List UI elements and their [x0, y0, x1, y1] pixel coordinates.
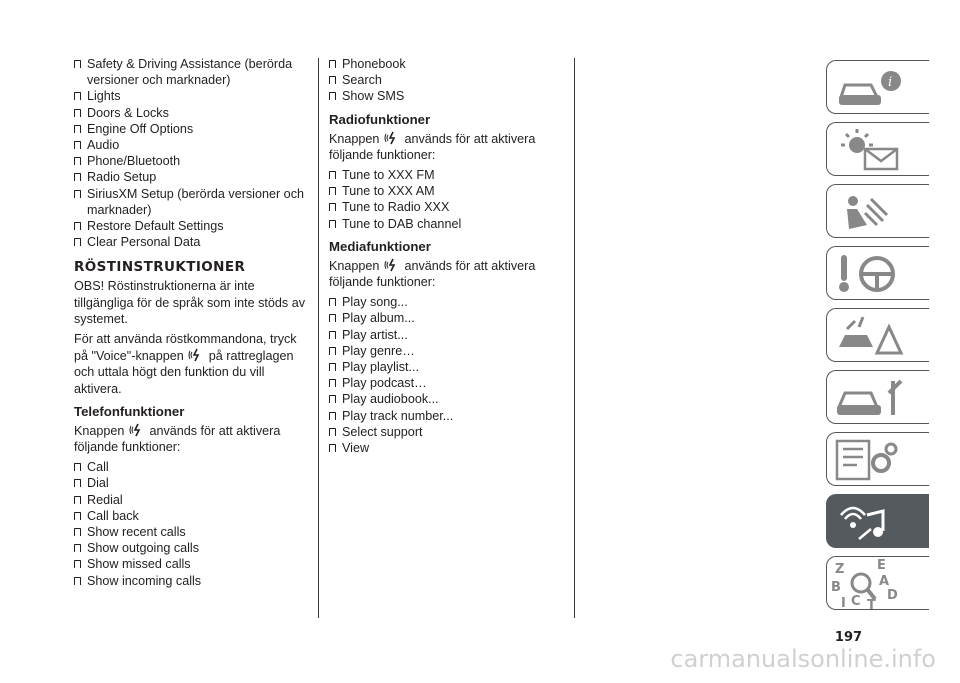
list-item: Doors & Locks [74, 105, 312, 121]
phone-functions-list-cont [329, 56, 567, 105]
radio-paragraph [329, 130, 567, 163]
tab-steering[interactable] [826, 246, 929, 300]
list-item: Show incoming calls [74, 573, 312, 589]
phone-text-pre: Knappen [74, 423, 125, 438]
voice-icon [188, 347, 204, 363]
list-item: Dial [74, 475, 312, 491]
obs-paragraph: OBS! Röstinstruktionerna är inte tillgängliga för de språk som inte stöds av systemet. [74, 279, 306, 326]
multimedia-icon [827, 495, 930, 549]
list-item: Tune to DAB channel [329, 216, 567, 232]
index-letter: T [867, 598, 876, 611]
list-item: Phone/Bluetooth [74, 153, 312, 169]
index-letter: D [887, 588, 898, 603]
list-item: Play audiobook... [329, 391, 567, 407]
list-item: Play artist... [329, 327, 567, 343]
car-info-icon [827, 61, 930, 115]
list-item: Engine Off Options [74, 121, 312, 137]
list-item: Play track number... [329, 408, 567, 424]
tab-index[interactable] [826, 556, 929, 610]
voice-heading: RÖSTINSTRUKTIONER [74, 259, 246, 276]
emergency-icon [827, 309, 930, 363]
index-icon [827, 557, 930, 611]
phone-paragraph [74, 422, 312, 455]
index-letter: I [841, 596, 846, 611]
list-item: Call [74, 459, 312, 475]
media-text-post: används för att aktivera följande funktioner: [329, 258, 536, 290]
index-letter: A [879, 574, 890, 589]
list-item: Play album... [329, 310, 567, 326]
voice-paragraph [74, 331, 312, 397]
voice-icon [129, 422, 145, 438]
list-item: Radio Setup [74, 169, 312, 185]
voice-text-pre: För att använda röstkommandona, tryck på "Voice"-knappen [74, 332, 297, 364]
list-item: Safety & Driving Assistance (berörda versioner och marknader) [74, 56, 312, 88]
list-item: Lights [74, 88, 312, 104]
watermark-text: carmanualsonline.info [670, 645, 936, 673]
list-item: Select support [329, 424, 567, 440]
technical-data-icon [827, 433, 930, 487]
list-item: Clear Personal Data [74, 234, 312, 250]
radio-text-pre: Knappen [329, 131, 380, 146]
safety-airbag-icon [827, 185, 930, 239]
phone-text-post: används för att aktivera följande funktioner: [74, 423, 281, 455]
media-heading: Mediafunktioner [329, 238, 431, 254]
tab-maintenance[interactable] [826, 370, 929, 424]
middle-column [329, 56, 567, 456]
tab-multimedia[interactable] [826, 494, 929, 548]
tab-technical-data[interactable] [826, 432, 929, 486]
list-item: Show recent calls [74, 524, 312, 540]
index-letter: C [851, 594, 861, 609]
list-item: Play playlist... [329, 359, 567, 375]
tab-warning-lights[interactable] [826, 122, 929, 176]
left-column [74, 56, 312, 589]
list-item: Redial [74, 492, 312, 508]
page-number: 197 [834, 630, 863, 645]
list-item: Tune to Radio XXX [329, 199, 567, 215]
phone-functions-list [74, 459, 312, 589]
list-item: Show outgoing calls [74, 540, 312, 556]
svg-text:i: i [888, 75, 893, 90]
tab-safety[interactable] [826, 184, 929, 238]
list-item: Show SMS [329, 88, 567, 104]
tab-emergency[interactable] [826, 308, 929, 362]
car-maintenance-icon [827, 371, 930, 425]
voice-icon [384, 130, 400, 146]
column-divider [318, 58, 319, 618]
list-item: Restore Default Settings [74, 218, 312, 234]
radio-text-post: används för att aktivera följande funktioner: [329, 131, 536, 162]
list-item: Search [329, 72, 567, 88]
media-functions-list [329, 294, 567, 456]
list-item: Tune to XXX AM [329, 183, 567, 199]
list-item: View [329, 440, 567, 456]
list-item: Play song... [329, 294, 567, 310]
list-item: SiriusXM Setup (berörda versioner och marknader) [74, 186, 312, 218]
index-letter: Z [835, 562, 845, 577]
radio-heading: Radiofunktioner [329, 111, 431, 127]
media-paragraph [329, 257, 567, 290]
list-item: Call back [74, 508, 312, 524]
list-item: Tune to XXX FM [329, 167, 567, 183]
list-item: Phonebook [329, 56, 567, 72]
column-divider [574, 58, 575, 618]
warning-lights-icon [827, 123, 930, 177]
list-item: Audio [74, 137, 312, 153]
list-item: Show missed calls [74, 556, 312, 572]
phone-heading: Telefonfunktioner [74, 403, 185, 419]
radio-functions-list [329, 167, 567, 232]
voice-icon [384, 257, 400, 273]
media-text-pre: Knappen [329, 258, 380, 273]
steering-wheel-key-icon [827, 247, 930, 301]
voice-text-post: på rattreglagen och uttala högt den funktion du vill aktivera. [74, 349, 294, 396]
list-item: Play podcast… [329, 375, 567, 391]
list-item: Play genre… [329, 343, 567, 359]
index-letter: E [877, 558, 886, 573]
settings-list [74, 56, 312, 250]
tab-car-info[interactable] [826, 60, 929, 114]
index-letter: B [831, 580, 841, 595]
watermark [0, 645, 960, 673]
